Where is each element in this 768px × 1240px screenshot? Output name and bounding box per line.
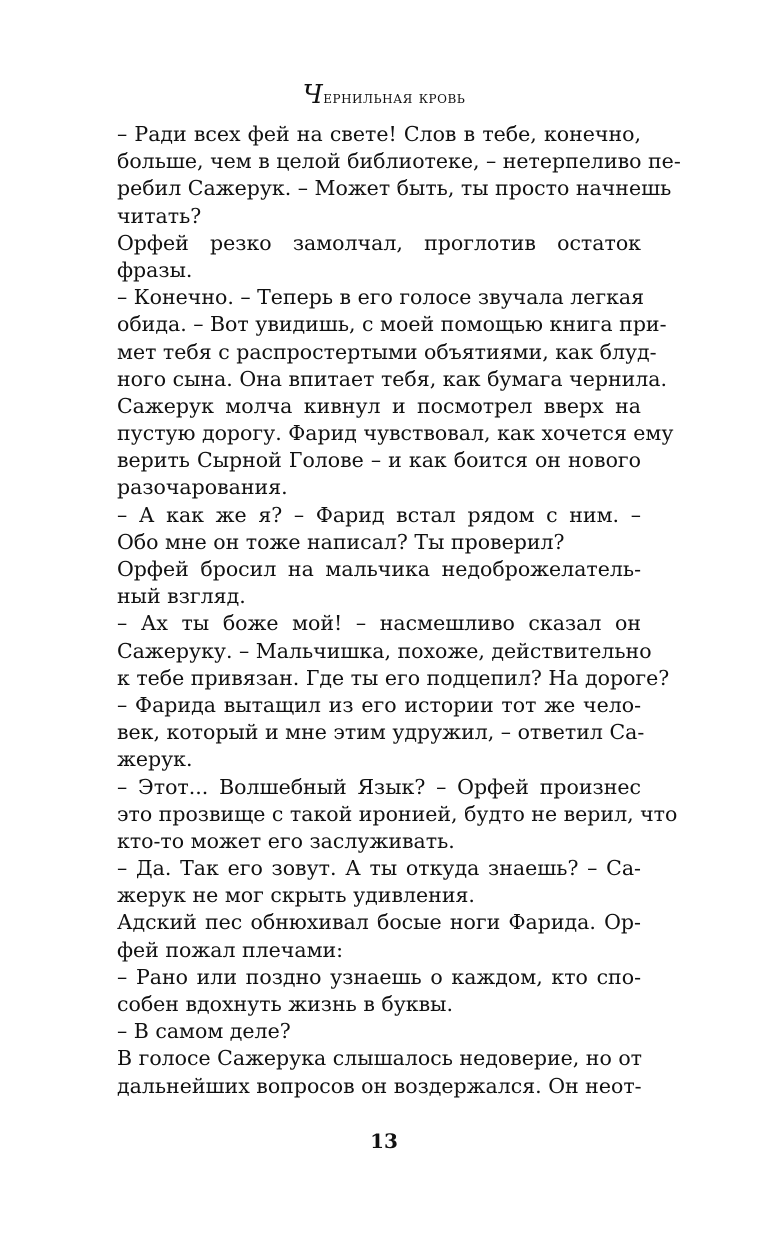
text-line: – А как же я? – Фарид встал рядом с ним. –: [117, 502, 641, 527]
text-line: фразы.: [117, 257, 193, 282]
running-header-title: ернильная кровь: [323, 88, 466, 108]
text-line: – Ради всех фей на свете! Слов в тебе, конечно,: [117, 122, 641, 146]
text-line: век, который и мне этим удружил, – ответил Са-: [117, 720, 645, 745]
running-header-initial: Ч: [302, 80, 324, 110]
text-line: – Конечно. – Теперь в его голосе звучала легкая: [117, 285, 645, 310]
text-line: пустую дорогу. Фарид чувствовал, как хочется ему: [117, 421, 674, 446]
running-header: [0, 80, 768, 110]
text-line: Адский пес обнюхивал босые ноги Фарида. Ор-: [117, 910, 641, 935]
text-line: ребил Сажерук. – Может быть, ты просто начнешь: [117, 176, 672, 201]
text-line: Орфей резко замолчал, проглотив остаток: [117, 230, 641, 255]
text-line: это прозвище с такой иронией, будто не верил, что: [117, 801, 678, 826]
text-line: жерук.: [117, 747, 193, 772]
text-line: – В самом деле?: [117, 1019, 291, 1044]
page-number: 13: [370, 1129, 398, 1153]
text-line: читать?: [117, 203, 202, 228]
text-line: дальнейших вопросов он воздержался. Он неот-: [117, 1073, 642, 1098]
text-line: верить Сырной Голове – и как боится он нового: [117, 448, 641, 473]
body-text: [117, 121, 681, 1100]
text-line: жерук не мог скрыть удивления.: [117, 883, 475, 908]
text-line: ный взгляд.: [117, 584, 246, 609]
text-line: разочарования.: [117, 475, 288, 500]
text-line: обида. – Вот увидишь, с моей помощью книга при-: [117, 312, 667, 337]
text-line: Орфей бросил на мальчика недоброжелатель-: [117, 557, 641, 581]
text-line: кто-то может его заслуживать.: [117, 828, 455, 853]
text-line: – Фарида вытащил из его истории тот же чело-: [117, 692, 641, 717]
text-line: Сажеруку. – Мальчишка, похоже, действительно: [117, 638, 652, 663]
text-line: В голосе Сажерука слышалось недоверие, но от: [117, 1046, 643, 1071]
text-line: Сажерук молча кивнул и посмотрел вверх на: [117, 393, 641, 418]
text-line: – Ах ты боже мой! – насмешливо сказал он: [117, 611, 641, 636]
text-line: мет тебя с распростертыми объятиями, как блуд-: [117, 339, 657, 364]
text-line: ного сына. Она впитает тебя, как бумага чернила.: [117, 366, 668, 391]
text-line: больше, чем в целой библиотеке, – нетерпеливо пе-: [117, 149, 681, 174]
text-line: к тебе привязан. Где ты его подцепил? На дороге?: [117, 665, 670, 690]
text-line: собен вдохнуть жизнь в буквы.: [117, 992, 453, 1016]
text-line: фей пожал плечами:: [117, 937, 344, 962]
text-line: – Рано или поздно узнаешь о каждом, кто спо-: [117, 964, 641, 989]
text-line: Обо мне он тоже написал? Ты проверил?: [117, 529, 565, 554]
text-line: – Да. Так его зовут. А ты откуда знаешь? – Са-: [117, 856, 641, 881]
text-line: – Этот... Волшебный Язык? – Орфей произнес: [117, 774, 641, 799]
